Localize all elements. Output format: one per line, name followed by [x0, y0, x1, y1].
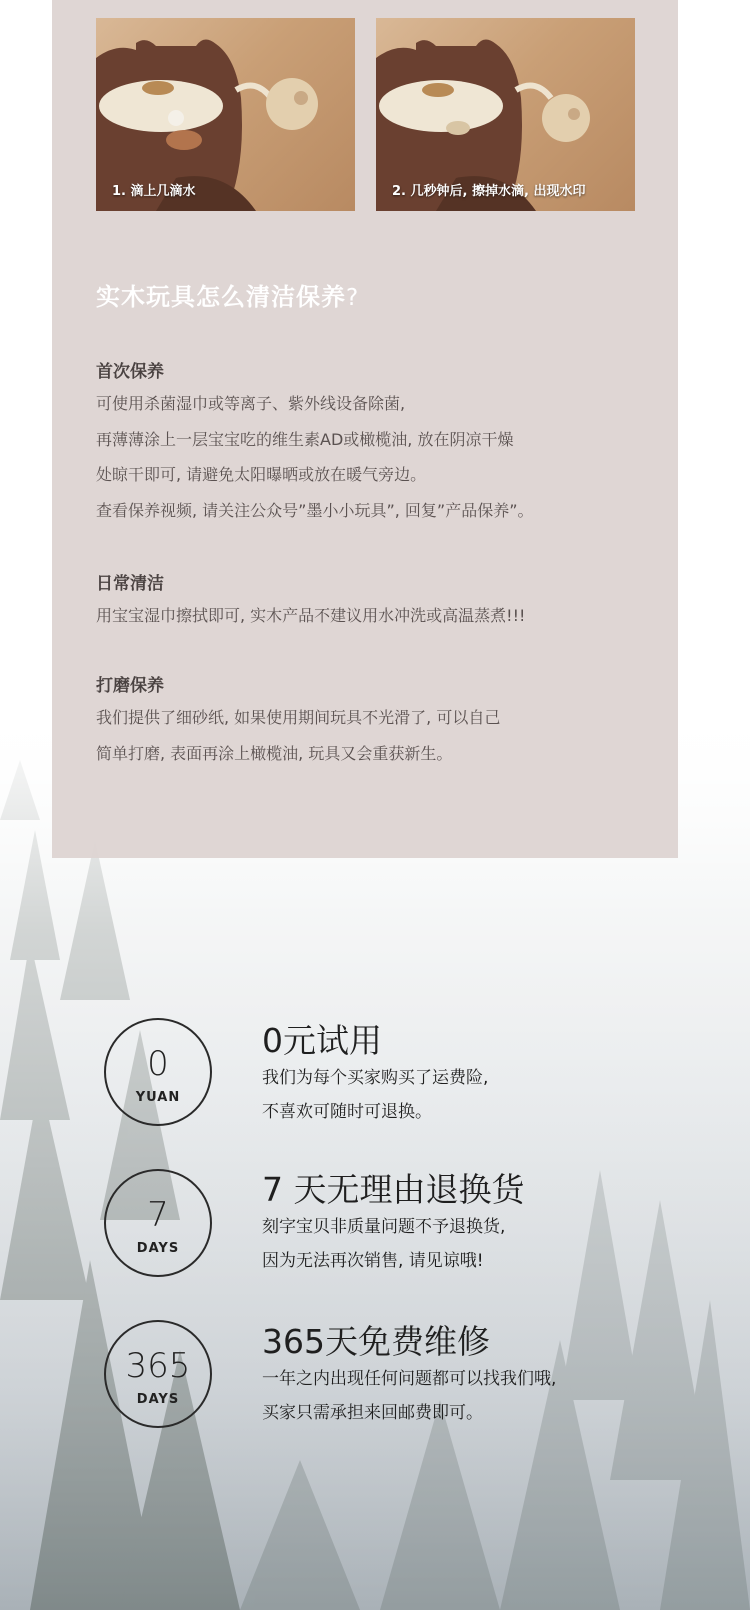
section-heading-daily-cleaning: 日常清洁: [96, 574, 164, 594]
text-line: 因为无法再次销售, 请见谅哦!: [262, 1251, 484, 1271]
badge-unit: YUAN: [135, 1090, 181, 1105]
text-line: 买家只需承担来回邮费即可。: [262, 1403, 483, 1423]
section-heading-first-care: 首次保养: [96, 362, 164, 382]
photo-caption: 1. 滴上几滴水: [112, 184, 196, 199]
badge-365-days: [104, 1320, 212, 1428]
badge-number: 365: [125, 1346, 191, 1386]
text-line: 再薄薄涂上一层宝宝吃的维生素AD或橄榄油, 放在阴凉干燥: [96, 429, 514, 449]
text-line: 我们提供了细砂纸, 如果使用期间玩具不光滑了, 可以自己: [96, 708, 501, 727]
text-line: 刻字宝贝非质量问题不予退换货,: [262, 1217, 506, 1237]
guarantee-text: [262, 1061, 488, 1129]
badge-number: 7: [147, 1195, 169, 1235]
photo-water-drops: [96, 18, 355, 211]
section-text-first-care: [96, 386, 534, 528]
guarantee-text: [262, 1362, 556, 1430]
text-line: 处晾干即可, 请避免太阳曝晒或放在暖气旁边。: [96, 465, 427, 484]
text-line: 简单打磨, 表面再涂上橄榄油, 玩具又会重获新生。: [96, 743, 453, 763]
badge-number: 0: [147, 1044, 169, 1084]
text-line: 可使用杀菌湿巾或等离子、紫外线设备除菌,: [96, 394, 406, 413]
badge-0-yuan: [104, 1018, 212, 1126]
text-line: 用宝宝湿巾擦拭即可, 实木产品不建议用水冲洗或高温蒸煮!!!: [96, 606, 526, 625]
photo-water-mark: [376, 18, 635, 211]
guarantee-text: [262, 1210, 505, 1278]
badge-unit: DAYS: [136, 1241, 180, 1256]
badge-7-days: [104, 1169, 212, 1277]
badge-unit: DAYS: [136, 1392, 180, 1407]
care-title-mark: ?: [346, 285, 360, 311]
text-line: 一年之内出现任何问题都可以找我们哦,: [262, 1369, 557, 1389]
section-text-sanding-care: [96, 700, 500, 771]
guarantee-heading: 7 天无理由退换货: [262, 1170, 525, 1209]
text-line: 查看保养视频, 请关注公众号”墨小小玩具”, 回复”产品保养”。: [96, 500, 534, 520]
guarantee-heading: 365天免费维修: [262, 1322, 490, 1361]
text-line: 我们为每个买家购买了运费险,: [262, 1068, 489, 1088]
care-card: [52, 0, 678, 858]
care-title: [96, 277, 359, 312]
guarantee-heading: 0元试用: [262, 1021, 382, 1060]
photo-caption: 2. 几秒钟后, 擦掉水滴, 出现水印: [392, 184, 586, 199]
care-title-text: 实木玩具怎么清洁保养: [96, 283, 346, 311]
section-heading-sanding-care: 打磨保养: [96, 676, 164, 696]
section-text-daily-cleaning: [96, 598, 525, 634]
text-line: 不喜欢可随时可退换。: [262, 1102, 432, 1122]
